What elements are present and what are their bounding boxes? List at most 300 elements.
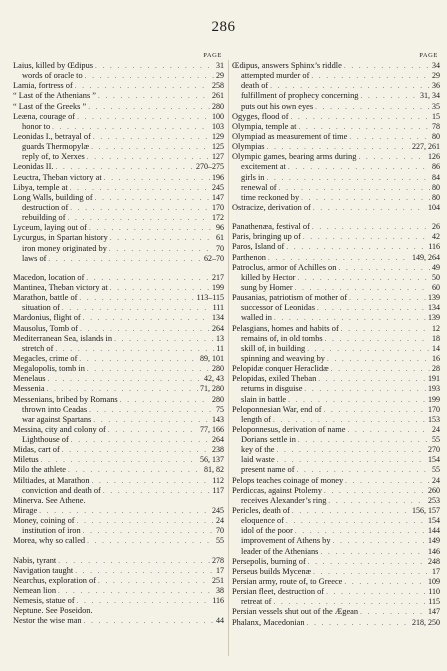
entry-text: Patroclus, armor of Achilles on xyxy=(232,262,337,272)
entry-text: Paros, Island of xyxy=(232,242,285,252)
index-entry xyxy=(13,526,224,536)
entry-page-number: 143 xyxy=(212,414,224,424)
entry-text: Olympiad as measurement of time xyxy=(232,131,348,141)
entry-text: Morea, why so called xyxy=(13,536,86,546)
entry-text: Lamia, fortress of xyxy=(13,81,73,91)
index-entry xyxy=(13,293,224,303)
leader-dots xyxy=(79,354,198,364)
leader-dots xyxy=(109,244,214,254)
leader-dots xyxy=(292,506,410,516)
index-entry xyxy=(232,445,440,455)
index-entry xyxy=(13,244,224,254)
leader-dots xyxy=(345,476,430,486)
entry-text: renewal of xyxy=(241,182,277,192)
entry-page-number: 62–70 xyxy=(204,253,224,263)
leader-dots xyxy=(77,516,214,526)
leader-dots xyxy=(75,566,214,576)
index-entry xyxy=(13,405,224,415)
leader-dots xyxy=(273,415,426,425)
leader-dots xyxy=(77,112,210,122)
entry-text: destruction of xyxy=(22,202,69,212)
index-entry xyxy=(13,465,224,475)
leader-dots xyxy=(120,395,210,405)
entry-text: Libya, temple at xyxy=(13,182,68,192)
entry-text: remains of, in old tombs xyxy=(241,333,323,343)
leader-dots xyxy=(298,435,430,445)
index-entry xyxy=(232,91,440,101)
entry-page-number: 80 xyxy=(432,192,440,202)
entry-page-number: 34 xyxy=(432,61,440,70)
leader-dots xyxy=(360,91,418,101)
index-entry xyxy=(232,232,440,242)
index-entry xyxy=(13,152,224,162)
entry-text: situation of xyxy=(22,303,60,313)
index-entry xyxy=(13,112,224,122)
entry-text: skill of, in building xyxy=(241,343,306,353)
entry-page-number: 31 xyxy=(216,61,224,70)
entry-page-number: 61 xyxy=(216,233,224,243)
index-entry xyxy=(13,313,224,323)
index-entry xyxy=(232,81,440,91)
entry-page-number: 18 xyxy=(432,333,440,343)
entry-page-number: 13 xyxy=(216,333,224,343)
index-entry xyxy=(232,567,440,577)
index-entry xyxy=(13,61,224,71)
leader-dots xyxy=(315,102,430,112)
entry-text: Money, coining of xyxy=(13,516,75,526)
leader-dots xyxy=(93,132,210,142)
entry-text: Ogyges, flood of xyxy=(232,111,289,121)
entry-page-number: 75 xyxy=(216,404,224,414)
entry-page-number: 258 xyxy=(212,81,224,91)
entry-page-number: 31, 34 xyxy=(420,91,440,101)
entry-text: Nabis, tyrant xyxy=(13,555,57,565)
entry-text: Leuctra, Theban victory at xyxy=(13,172,102,182)
entry-text: guards Thermopylæ xyxy=(22,142,90,152)
entry-page-number: 129 xyxy=(212,131,224,141)
index-entry xyxy=(13,586,224,596)
leader-dots xyxy=(358,152,426,162)
entry-page-number: 80 xyxy=(432,131,440,141)
entry-page-number: 29 xyxy=(216,71,224,81)
leader-dots xyxy=(87,536,214,546)
entry-page-number: 251 xyxy=(212,575,224,585)
index-entry xyxy=(232,526,440,536)
index-entry xyxy=(232,618,440,628)
entry-text: Nemesis, statue of xyxy=(13,596,75,606)
entry-page-number: 139 xyxy=(428,293,440,303)
entry-text: Miletus xyxy=(13,455,39,465)
entry-text: present name of xyxy=(241,465,295,475)
entry-text: Œdipus, answers Sphinx’s riddle xyxy=(232,61,342,70)
entry-page-number: 81, 82 xyxy=(204,465,224,475)
entry-text: returns in disguise xyxy=(241,384,303,394)
index-entry xyxy=(232,122,440,132)
index-entry xyxy=(13,183,224,193)
entry-text: Messenians, bribed by Romans xyxy=(13,394,118,404)
entry-text: Menelaus xyxy=(13,374,46,384)
entry-page-number: 15 xyxy=(432,111,440,121)
leader-dots xyxy=(268,253,410,263)
entry-page-number: 196 xyxy=(212,172,224,182)
column-heading-page: PAGE xyxy=(203,52,222,59)
index-entry xyxy=(13,415,224,425)
entry-page-number: 218, 250 xyxy=(412,617,440,627)
entry-page-number: 24 xyxy=(216,516,224,526)
entry-text: receives Alexander’s ring xyxy=(241,495,327,505)
entry-text: Miltiades, at Marathon xyxy=(13,475,90,485)
index-entry xyxy=(13,445,224,455)
index-entry xyxy=(232,173,440,183)
entry-page-number: 86 xyxy=(432,162,440,172)
entry-page-number: 103 xyxy=(212,121,224,131)
index-entry xyxy=(232,303,440,313)
entry-text: Pericles, death of xyxy=(232,506,290,516)
entry-page-number: 146 xyxy=(428,546,440,556)
entry-page-number: 113–115 xyxy=(196,293,224,303)
entry-text: Mirage xyxy=(13,506,38,516)
entry-page-number: 42 xyxy=(432,232,440,242)
entry-text: Lyceum, laying out of xyxy=(13,223,87,233)
index-entry xyxy=(232,313,440,323)
entry-text: retreat of xyxy=(241,597,272,607)
entry-text: Megalopolis, tomb in xyxy=(13,364,85,374)
entry-page-number: 26 xyxy=(432,222,440,232)
leader-dots xyxy=(41,455,198,465)
leader-dots xyxy=(333,536,426,546)
index-entry xyxy=(232,283,440,293)
entry-text: conviction and death of xyxy=(22,485,101,495)
entry-page-number: 126 xyxy=(428,152,440,162)
index-entry xyxy=(232,112,440,122)
leader-dots xyxy=(286,242,426,252)
index-entry xyxy=(232,71,440,81)
entry-page-number: 104 xyxy=(428,202,440,212)
entry-page-number: 28 xyxy=(432,364,440,374)
leader-dots xyxy=(91,142,210,152)
leader-dots xyxy=(110,233,214,243)
index-entry xyxy=(232,557,440,567)
index-entry xyxy=(232,374,440,384)
entry-text: death of xyxy=(241,81,269,91)
leader-dots xyxy=(312,222,430,232)
index-entry xyxy=(13,536,224,546)
leader-dots xyxy=(307,618,410,628)
leader-dots xyxy=(338,263,430,273)
leader-dots xyxy=(303,232,430,242)
entry-text: Panathenæa, festival of xyxy=(232,222,310,232)
index-entry xyxy=(232,435,440,445)
index-entry xyxy=(13,223,224,233)
leader-dots xyxy=(62,445,210,455)
entry-page-number: 50 xyxy=(432,272,440,282)
entry-text: spinning and weaving by xyxy=(241,353,325,363)
leader-dots xyxy=(274,313,426,323)
entry-page-number: 144 xyxy=(428,526,440,536)
leader-dots xyxy=(52,122,210,132)
leader-dots xyxy=(348,425,430,435)
entry-page-number: 270 xyxy=(428,445,440,455)
entry-text: honor to xyxy=(22,121,51,131)
entry-page-number: 261 xyxy=(212,91,224,101)
leader-dots xyxy=(110,283,210,293)
entry-page-number: 89, 101 xyxy=(200,353,224,363)
leader-dots xyxy=(273,597,426,607)
column-divider xyxy=(228,60,229,656)
index-entry xyxy=(232,425,440,435)
index-entry xyxy=(13,384,224,394)
leader-dots xyxy=(341,324,430,334)
entry-text: Perseus builds Mycenæ xyxy=(232,566,312,576)
entry-text: idol of the poor xyxy=(241,526,293,536)
entry-text: stretch of xyxy=(22,343,54,353)
index-entry xyxy=(13,102,224,112)
entry-text: fulfillment of prophecy concerning xyxy=(241,91,359,101)
index-entry xyxy=(232,405,440,415)
leader-dots xyxy=(344,577,426,587)
entry-page-number: 11 xyxy=(216,343,224,353)
entry-text: Persian army, route of, to Greece xyxy=(232,577,343,587)
entry-page-number: 193 xyxy=(428,384,440,394)
entry-page-number: 147 xyxy=(212,192,224,202)
index-entry xyxy=(232,395,440,405)
leader-dots xyxy=(313,567,430,577)
entry-page-number: 172 xyxy=(212,213,224,223)
index-entry xyxy=(13,283,224,293)
index-entry xyxy=(13,596,224,606)
leader-dots xyxy=(291,112,430,122)
entry-page-number: 280 xyxy=(212,394,224,404)
leader-dots xyxy=(324,486,426,496)
entry-text: Pelopidas, exiled Theban xyxy=(232,374,317,384)
entry-text: Navigation taught xyxy=(13,565,74,575)
entry-text: Persepolis, burning of xyxy=(232,556,306,566)
entry-text: Mantinea, Theban victory at xyxy=(13,282,108,292)
entry-page-number: 42, 43 xyxy=(204,374,224,384)
leader-dots xyxy=(79,293,194,303)
leader-dots xyxy=(320,547,426,557)
leader-dots xyxy=(317,303,426,313)
entry-text: iron money originated by xyxy=(22,243,107,253)
index-entry xyxy=(232,384,440,394)
leader-dots xyxy=(325,334,430,344)
leader-dots xyxy=(298,122,430,132)
entry-page-number: 56, 137 xyxy=(200,455,224,465)
entry-text: sung by Homer xyxy=(241,282,293,292)
leader-dots xyxy=(114,334,214,344)
index-entry xyxy=(232,415,440,425)
index-entry xyxy=(232,324,440,334)
index-entry xyxy=(232,344,440,354)
leader-dots xyxy=(58,556,210,566)
entry-page-number: 264 xyxy=(212,435,224,445)
leader-dots xyxy=(89,405,214,415)
leader-dots xyxy=(98,576,210,586)
index-entry xyxy=(13,455,224,465)
entry-text: words of oracle to xyxy=(22,71,83,81)
index-entry xyxy=(13,435,224,445)
entry-page-number: 38 xyxy=(216,586,224,596)
column-heading-page: PAGE xyxy=(419,52,438,59)
leader-dots xyxy=(95,61,214,71)
index-entry xyxy=(232,253,440,263)
index-entry xyxy=(13,81,224,91)
leader-dots xyxy=(39,506,210,516)
entry-page-number: 24 xyxy=(432,424,440,434)
entry-text: Mediterranean Sea, islands in xyxy=(13,333,113,343)
leader-dots xyxy=(104,173,210,183)
entry-page-number: 147 xyxy=(428,607,440,617)
leader-dots xyxy=(297,465,431,475)
entry-page-number: 134 xyxy=(428,303,440,313)
index-entry xyxy=(13,344,224,354)
leader-dots xyxy=(270,81,430,91)
entry-text: Peloponnesus, derivation of name xyxy=(232,424,346,434)
leader-dots xyxy=(277,445,427,455)
index-entry xyxy=(13,516,224,526)
index-entry xyxy=(232,465,440,475)
entry-text: Parthenon xyxy=(232,252,266,262)
leader-dots xyxy=(288,162,430,172)
leader-dots xyxy=(84,616,214,626)
leader-dots xyxy=(108,425,198,435)
entry-page-number: 55 xyxy=(432,465,440,475)
entry-text: improvement of Athens by xyxy=(241,536,331,546)
index-entry xyxy=(232,222,440,232)
entry-page-number: 29 xyxy=(432,71,440,81)
entry-text: Leonidas I., betrayal of xyxy=(13,131,91,141)
entry-text: girls in xyxy=(241,172,265,182)
entry-page-number: 116 xyxy=(212,596,224,606)
index-entry xyxy=(232,61,440,71)
index-entry xyxy=(232,334,440,344)
index-entry xyxy=(232,203,440,213)
entry-page-number: 191 xyxy=(428,374,440,384)
entry-text: Nearchus, exploration of xyxy=(13,575,97,585)
entry-text: institution of iron xyxy=(22,526,81,536)
index-entry xyxy=(232,577,440,587)
leader-dots xyxy=(326,587,426,597)
entry-page-number: 115 xyxy=(428,597,440,607)
leader-dots xyxy=(62,303,211,313)
entry-text: length of xyxy=(241,414,272,424)
entry-text: Midas, cart of xyxy=(13,445,60,455)
entry-text: Phalanx, Macedonian xyxy=(232,617,305,627)
entry-page-number: 109 xyxy=(428,577,440,587)
leader-dots xyxy=(92,476,211,486)
leader-dots xyxy=(70,203,210,213)
index-entry xyxy=(232,263,440,273)
entry-text: Leonidas II. xyxy=(13,162,54,172)
entry-text: Marathon, battle of xyxy=(13,293,78,303)
index-entry xyxy=(232,102,440,112)
leader-dots xyxy=(68,213,211,223)
entry-text: key of the xyxy=(241,445,275,455)
entry-page-number: 17 xyxy=(216,565,224,575)
index-entry xyxy=(13,486,224,496)
index-entry xyxy=(13,364,224,374)
entry-page-number: 139 xyxy=(428,313,440,323)
leader-dots xyxy=(89,223,214,233)
leader-dots xyxy=(304,384,426,394)
leader-dots xyxy=(349,293,426,303)
entry-text: “ Last of the Greeks ” xyxy=(13,101,87,111)
entry-text: reply of, to Xerxes xyxy=(22,152,85,162)
entry-text: Neptune. See Poseidon. xyxy=(13,606,93,616)
entry-page-number: 149, 264 xyxy=(412,252,440,262)
entry-text: slain in battle xyxy=(241,394,287,404)
entry-page-number: 96 xyxy=(216,223,224,233)
entry-text: Nemean lion xyxy=(13,586,57,596)
entry-page-number: 125 xyxy=(212,142,224,152)
entry-page-number: 12 xyxy=(432,323,440,333)
entry-text: Peloponnesian War, end of xyxy=(232,404,322,414)
entry-page-number: 153 xyxy=(428,414,440,424)
index-entry xyxy=(232,293,440,303)
entry-text: Pelopidæ conquer Heraclidæ xyxy=(232,364,329,374)
leader-dots xyxy=(308,557,426,567)
entry-page-number: 245 xyxy=(212,506,224,516)
index-entry xyxy=(232,516,440,526)
entry-page-number: 227, 261 xyxy=(412,142,440,152)
leader-dots xyxy=(279,183,430,193)
index-entry xyxy=(232,536,440,546)
leader-dots xyxy=(295,526,426,536)
entry-page-number: 170 xyxy=(212,202,224,212)
index-entry xyxy=(13,254,224,264)
entry-text: Ostracize, derivation of xyxy=(232,202,311,212)
entry-page-number: 199 xyxy=(428,394,440,404)
leader-dots xyxy=(344,61,430,71)
entry-text: Pausanias, patriotism of mother of xyxy=(232,293,348,303)
entry-text: Macedon, location of xyxy=(13,272,85,282)
leader-dots xyxy=(71,435,210,445)
leader-dots xyxy=(47,384,198,394)
leader-dots xyxy=(360,607,426,617)
index-entry xyxy=(232,547,440,557)
index-entries-left xyxy=(13,61,224,627)
index-entry xyxy=(232,607,440,617)
index-entry xyxy=(13,476,224,486)
entry-page-number: 154 xyxy=(428,455,440,465)
index-entry xyxy=(232,142,440,152)
leader-dots xyxy=(83,313,210,323)
index-entry xyxy=(13,506,224,516)
leader-dots xyxy=(267,142,410,152)
entry-text: Mausolus, Tomb of xyxy=(13,323,79,333)
entry-page-number: 55 xyxy=(216,536,224,546)
index-entry xyxy=(232,132,440,142)
leader-dots xyxy=(83,526,214,536)
entry-page-number: 16 xyxy=(432,353,440,363)
leader-dots xyxy=(328,496,426,506)
index-entry xyxy=(232,587,440,597)
entry-page-number: 77, 166 xyxy=(200,424,224,434)
index-entry xyxy=(232,162,440,172)
leader-dots xyxy=(85,71,214,81)
leader-dots xyxy=(277,455,426,465)
entry-page-number: 78 xyxy=(432,121,440,131)
entry-text: eloquence of xyxy=(241,516,285,526)
index-entry xyxy=(232,273,440,283)
leader-dots xyxy=(48,254,202,264)
index-entry xyxy=(13,273,224,283)
leader-dots xyxy=(86,273,210,283)
entry-page-number: 112 xyxy=(212,475,224,485)
leader-dots xyxy=(95,193,210,203)
entry-page-number: 84 xyxy=(432,172,440,182)
leader-dots xyxy=(55,344,214,354)
